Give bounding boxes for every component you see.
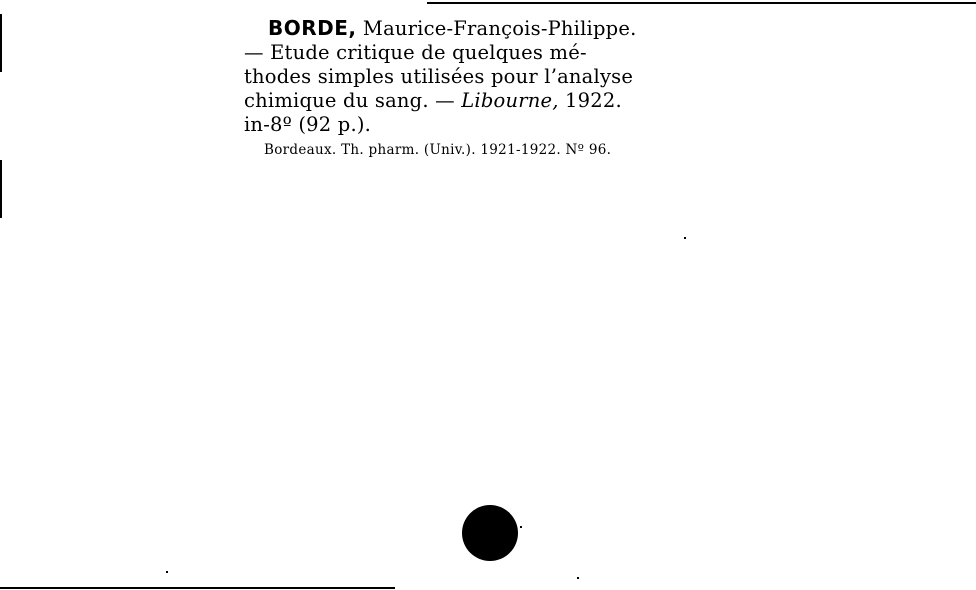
publication-place: Libourne, — [461, 89, 559, 112]
format-line: in-8º (92 p.). — [244, 113, 372, 136]
punch-hole — [462, 505, 518, 561]
title-line-3 — [244, 89, 674, 113]
publication-year: 1922. — [558, 89, 622, 112]
author-heading — [244, 16, 674, 41]
scan-edge-left-upper — [0, 14, 2, 72]
title-line-1: — Etude critique de quelques mé- — [244, 41, 587, 64]
scan-speck — [166, 571, 168, 573]
bibliographic-entry — [244, 16, 674, 137]
scan-edge-top — [427, 2, 976, 4]
scan-speck — [520, 526, 522, 528]
title-line-3-text: chimique du sang. — — [244, 89, 462, 112]
scan-speck — [684, 237, 686, 239]
scan-speck — [577, 577, 579, 579]
author-surname: BORDE, — [268, 16, 357, 40]
thesis-note: Bordeaux. Th. pharm. (Univ.). 1921-1922. Nº 96. — [264, 142, 612, 158]
scan-edge-left-lower — [0, 160, 2, 218]
title-line-2: thodes simples utilisées pour l’analyse — [244, 65, 634, 88]
scan-edge-bottom — [0, 587, 395, 589]
author-given-names: Maurice-François-Philippe. — [356, 17, 637, 40]
